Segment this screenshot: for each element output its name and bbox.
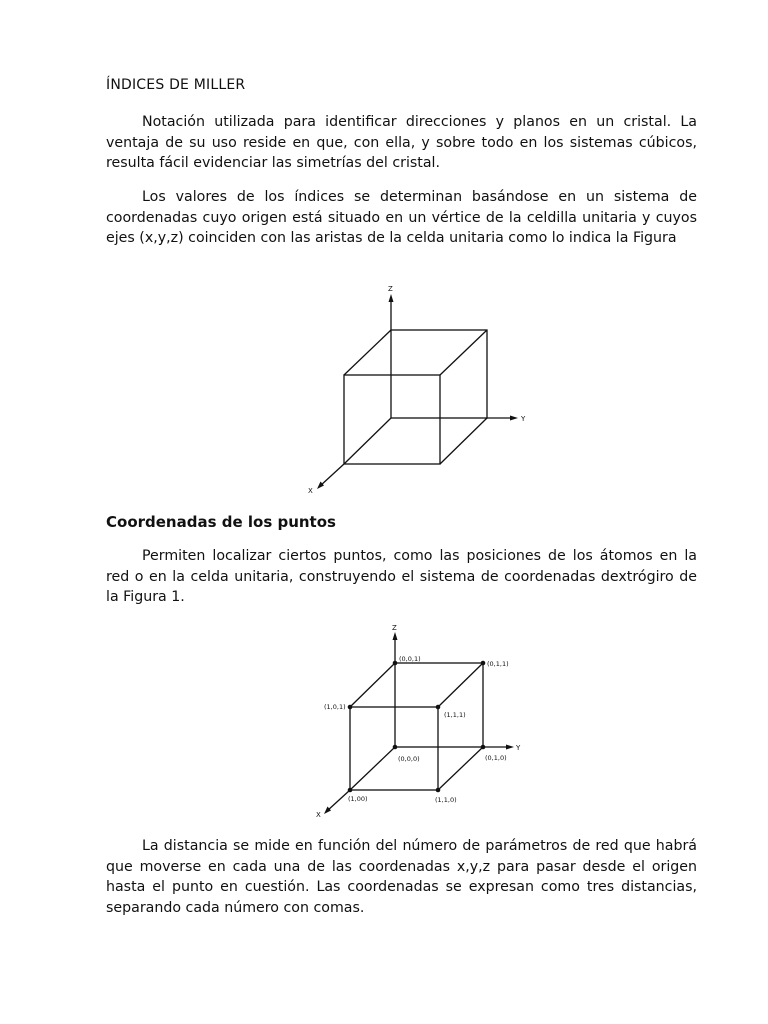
point-label-101: (1,0,1) [324,703,346,711]
point-marker [436,788,441,793]
point-marker [348,705,353,710]
x-axis-arrow-icon [324,807,331,815]
z-axis-label: Z [392,624,397,632]
point-label-111: (1,1,1) [444,711,466,719]
cube-back-face [395,663,483,747]
paragraph-points-text: Permiten localizar ciertos puntos, como las posiciones de los átomos en la red o en la celda unitaria, construyendo el sistema de coordenadas dextrógiro de la Figura 1. [106,548,697,606]
point-marker [481,745,486,750]
z-axis-arrow-icon [389,294,394,302]
cube-edge [344,418,391,464]
cube-edge [344,330,391,375]
paragraph-axes [106,187,697,249]
z-axis-label: Z [388,285,393,293]
cube-edge [440,418,487,464]
point-label-000: (0,0,0) [398,755,420,763]
cube-edge [438,747,483,790]
cube-edge [350,663,395,707]
point-marker [393,745,398,750]
y-axis-arrow-icon [506,745,514,750]
paragraph-points [106,546,697,608]
paragraph-intro-text: Notación utilizada para identificar direcciones y planos en un cristal. La ventaja de su uso reside en que, con ella, y sobre todo en los sistemas cúbicos, resulta fácil evidenciar las simetrías del cristal. [106,114,697,172]
point-label-100: (1,00) [348,795,368,803]
cube-front-face [350,707,438,790]
section-heading: Coordenadas de los puntos [106,513,336,531]
point-marker [393,661,398,666]
cube-edge [438,663,483,707]
cube-front-face [344,375,440,464]
paragraph-distance-text: La distancia se mide en función del número de parámetros de red que habrá que moverse en cada una de las coordenadas x,y,z para pasar desde el origen hasta el punto en cuestión. Las coordenadas se expresan como tres distancias, separando cada número con comas. [106,838,697,916]
point-marker [481,661,486,666]
z-axis-arrow-icon [393,632,398,640]
cube-back-face [391,330,487,418]
point-marker [436,705,441,710]
cube-edge [440,330,487,375]
x-axis-label: X [308,487,313,495]
point-label-010: (0,1,0) [485,754,507,762]
page-title: ÍNDICES DE MILLER [106,77,246,93]
x-axis [327,790,350,811]
paragraph-intro [106,112,697,174]
y-axis-label: Y [516,744,521,752]
x-axis [320,464,344,486]
point-label-110: (1,1,0) [435,796,457,804]
x-axis-label: X [316,811,321,819]
point-label-001: (0,0,1) [399,655,421,663]
y-axis-label: Y [521,415,526,423]
point-label-011: (0,1,1) [487,660,509,668]
paragraph-distance [106,836,697,918]
point-marker [348,788,353,793]
paragraph-axes-text: Los valores de los índices se determinan basándose en un sistema de coordenadas cuyo origen está situado en un vértice de la celdilla unitaria y cuyos ejes (x,y,z) coinciden con las aristas de la celda unitaria como lo indica la Figura [106,189,697,247]
cube-edge [350,747,395,790]
x-axis-arrow-icon [317,482,324,490]
y-axis-arrow-icon [510,416,518,421]
